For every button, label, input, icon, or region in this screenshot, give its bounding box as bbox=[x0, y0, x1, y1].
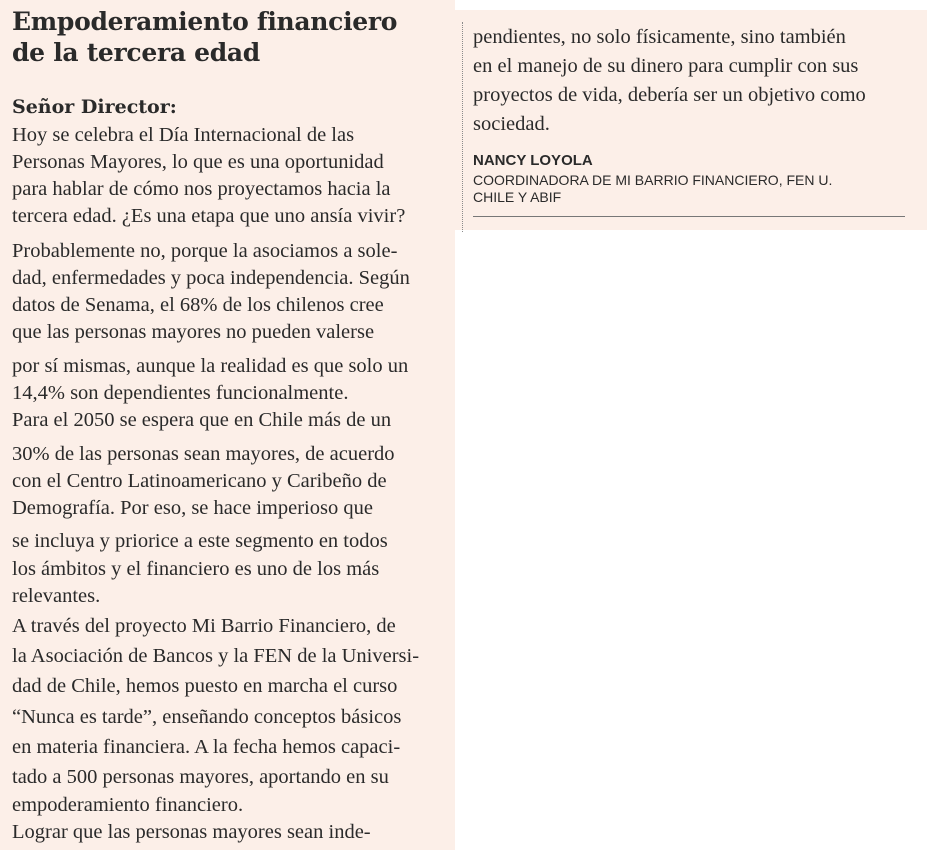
body-line: “Nunca es tarde”, enseñando conceptos básicos bbox=[12, 706, 402, 728]
body-line: dad de Chile, hemos puesto en marcha el curso bbox=[12, 675, 398, 697]
body-line: dad, enfermedades y poca independencia. Según bbox=[12, 267, 410, 289]
body-line: pendientes, no solo físicamente, sino también bbox=[473, 26, 846, 48]
body-line: tado a 500 personas mayores, aportando en su bbox=[12, 766, 389, 788]
body-line: tercera edad. ¿Es una etapa que uno ansía vivir? bbox=[12, 205, 406, 227]
column-divider bbox=[462, 22, 463, 232]
body-line: la Asociación de Bancos y la FEN de la Universi- bbox=[12, 645, 420, 667]
body-line: en materia financiera. A la fecha hemos capaci- bbox=[12, 736, 401, 758]
body-line: datos de Senama, el 68% de los chilenos cree bbox=[12, 294, 384, 316]
author-name: NANCY LOYOLA bbox=[473, 152, 593, 169]
body-line: Para el 2050 se espera que en Chile más de un bbox=[12, 409, 392, 431]
signature-rule bbox=[473, 216, 905, 217]
body-line: Hoy se celebra el Día Internacional de las bbox=[12, 124, 355, 146]
body-line: proyectos de vida, debería ser un objetivo como bbox=[473, 84, 866, 106]
body-line: se incluya y priorice a este segmento en todos bbox=[12, 530, 388, 552]
body-line: A través del proyecto Mi Barrio Financiero, de bbox=[12, 615, 396, 637]
body-line: con el Centro Latinoamericano y Caribeño de bbox=[12, 470, 387, 492]
body-line: Probablemente no, porque la asociamos a sole- bbox=[12, 240, 398, 262]
salutation: Señor Director: bbox=[12, 96, 177, 118]
body-line: los ámbitos y el financiero es uno de los más bbox=[12, 558, 380, 580]
author-role-line-1: COORDINADORA DE MI BARRIO FINANCIERO, FEN U. bbox=[473, 172, 833, 188]
body-line: sociedad. bbox=[473, 113, 550, 135]
body-line: en el manejo de su dinero para cumplir con sus bbox=[473, 55, 859, 77]
author-role-line-2: CHILE Y ABIF bbox=[473, 189, 562, 205]
body-line: para hablar de cómo nos proyectamos hacia la bbox=[12, 178, 391, 200]
body-line: que las personas mayores no pueden valerse bbox=[12, 321, 375, 343]
headline-line-2: de la tercera edad bbox=[12, 38, 260, 67]
body-line: Lograr que las personas mayores sean inde- bbox=[12, 821, 371, 843]
headline-line-1: Empoderamiento financiero bbox=[12, 7, 398, 36]
body-line: Personas Mayores, lo que es una oportunidad bbox=[12, 151, 384, 173]
body-line: 30% de las personas sean mayores, de acuerdo bbox=[12, 443, 395, 465]
body-line: relevantes. bbox=[12, 585, 101, 607]
body-line: Demografía. Por eso, se hace imperioso que bbox=[12, 497, 373, 519]
body-line: por sí mismas, aunque la realidad es que solo un bbox=[12, 355, 409, 377]
body-line: 14,4% son dependientes funcionalmente. bbox=[12, 382, 349, 404]
article-headline bbox=[12, 6, 442, 68]
body-line: empoderamiento financiero. bbox=[12, 794, 244, 816]
